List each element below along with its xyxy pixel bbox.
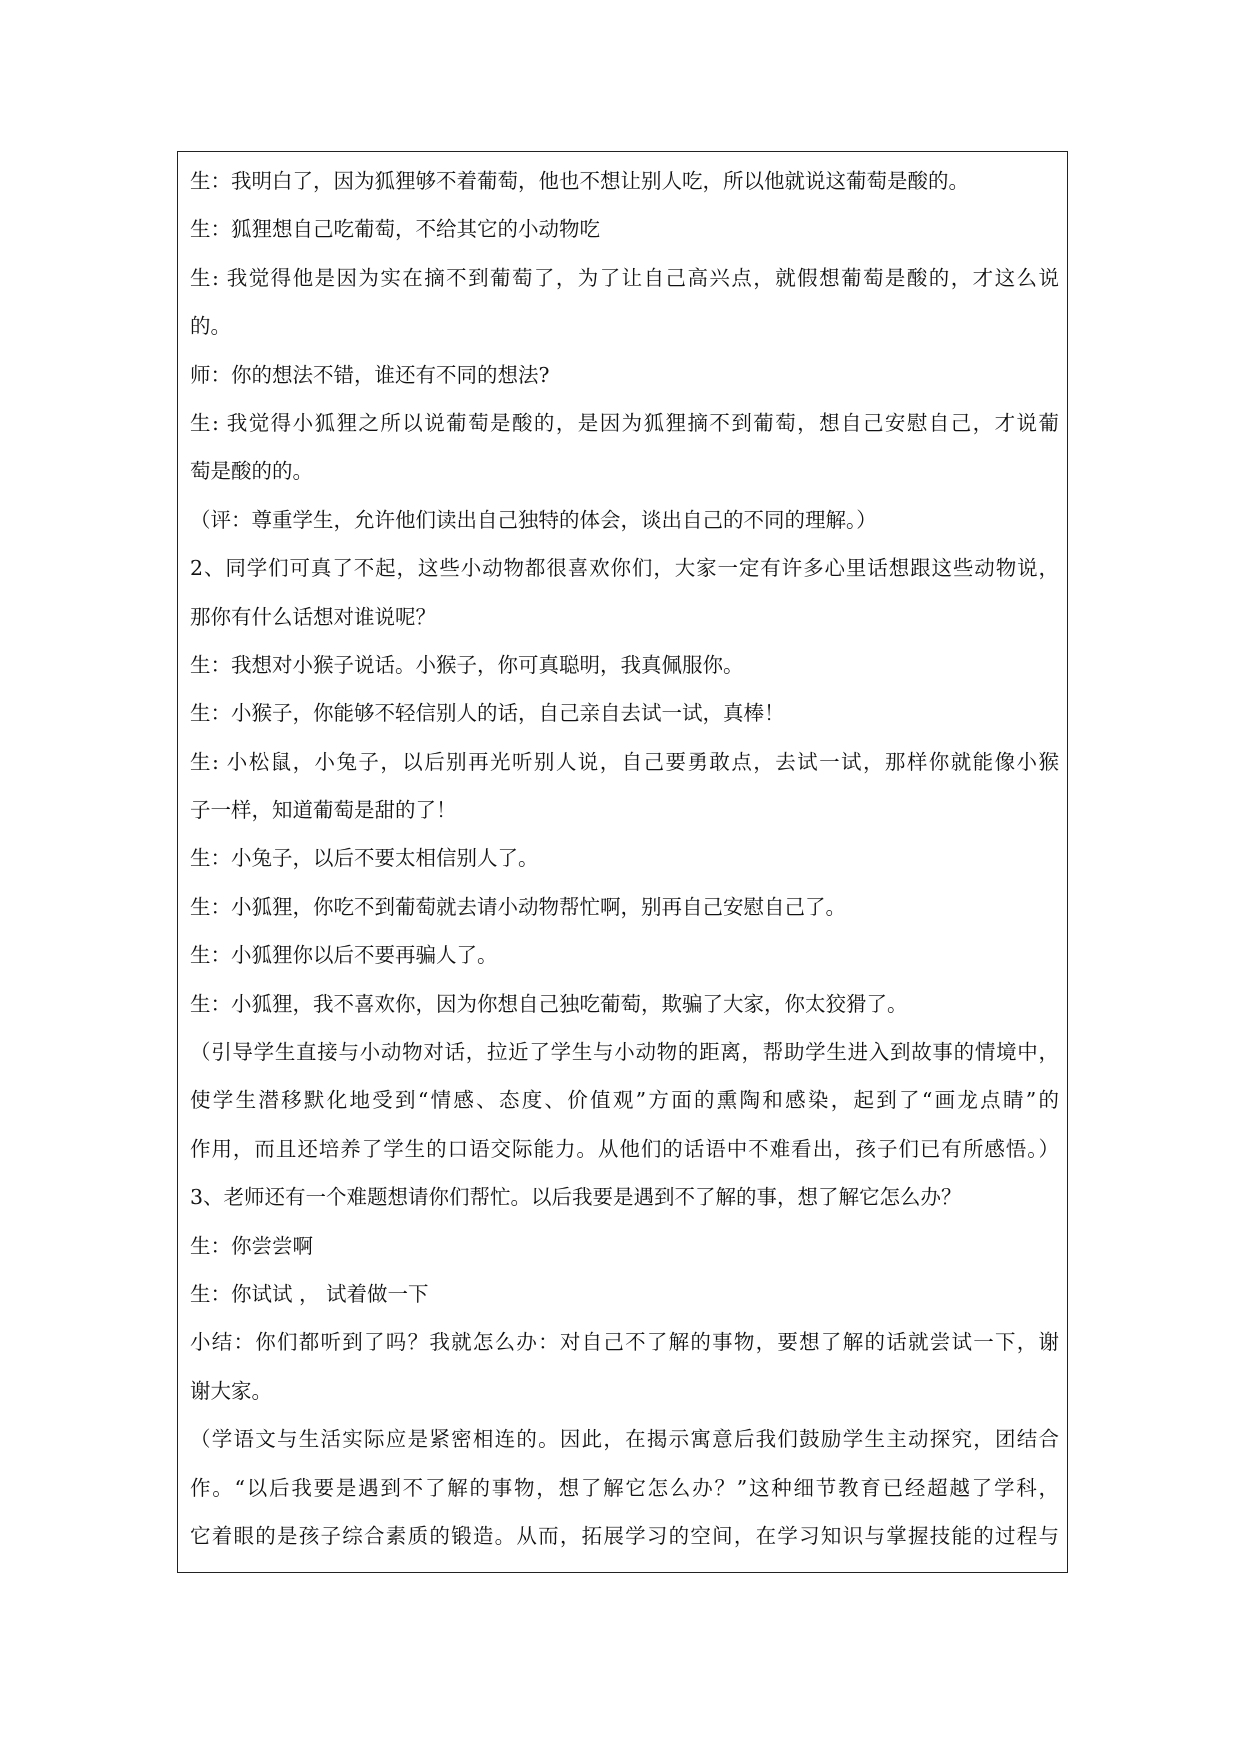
text-line: 生：我想对小猴子说话。小猴子，你可真聪明，我真佩服你。: [190, 652, 744, 677]
text-line: 2、同学们可真了不起，这些小动物都很喜欢你们，大家一定有许多心里话想跟这些动物说，: [190, 556, 1059, 581]
text-line: 师：你的想法不错，谁还有不同的想法?: [190, 362, 550, 387]
text-line: 那你有什么话想对谁说呢？: [190, 604, 436, 629]
text-line: 生：小狐狸你以后不要再骗人了。: [190, 943, 498, 968]
text-line: 生：你尝尝啊: [190, 1233, 313, 1258]
text-line: （评：尊重学生，允许他们读出自己独特的体会，谈出自己的不同的理解。）: [190, 507, 877, 532]
text-line: 的。: [190, 314, 231, 339]
text-line: （引导学生直接与小动物对话，拉近了学生与小动物的距离，帮助学生进入到故事的情境中，: [190, 1040, 1059, 1065]
text-line: 生: 我觉得小狐狸之所以说葡萄是酸的，是因为狐狸摘不到葡萄，想自己安慰自己，才说葡: [190, 410, 1059, 435]
text-line: 它着眼的是孩子综合素质的锻造。从而，拓展学习的空间，在学习知识与掌握技能的过程与: [190, 1523, 1059, 1548]
text-line: 谢大家。: [190, 1378, 272, 1403]
text-line: 生：你试试 ， 试着做一下: [190, 1281, 429, 1306]
text-line: 使学生潜移默化地受到“情感、态度、价值观”方面的熏陶和感染，起到了“画龙点睛”的: [190, 1088, 1059, 1113]
text-line: 生: 小松鼠，小兔子，以后别再光听别人说，自己要勇敢点，去试一试，那样你就能像小猴: [190, 749, 1059, 774]
text-line: 生：小狐狸，你吃不到葡萄就去请小动物帮忙啊，别再自己安慰自己了。: [190, 894, 846, 919]
text-line: 生：小兔子，以后不要太相信别人了。: [190, 846, 539, 871]
text-line: 生：小狐狸，我不喜欢你，因为你想自己独吃葡萄，欺骗了大家，你太狡猾了。: [190, 991, 908, 1016]
text-line: 萄是酸的的。: [190, 459, 313, 484]
text-line: 生：我明白了，因为狐狸够不着葡萄，他也不想让别人吃，所以他就说这葡萄是酸的。: [190, 169, 969, 193]
text-line: 子一样，知道葡萄是甜的了！: [190, 798, 457, 823]
text-line: 生：狐狸想自己吃葡萄，不给其它的小动物吃: [190, 217, 600, 242]
text-line: 小结：你们都听到了吗？我就怎么办：对自己不了解的事物，要想了解的话就尝试一下，谢: [190, 1330, 1059, 1355]
text-line: 生：小猴子，你能够不轻信别人的话，自己亲自去试一试，真棒！: [190, 701, 785, 726]
document-body: [190, 157, 1059, 1560]
table-cell-frame: [177, 151, 1068, 1573]
text-line: 作用，而且还培养了学生的口语交际能力。从他们的话语中不难看出，孩子们已有所感悟。）: [190, 1136, 1059, 1161]
text-line: 3、老师还有一个难题想请你们帮忙。以后我要是遇到不了解的事，想了解它怎么办？: [190, 1185, 962, 1210]
text-line: （学语文与生活实际应是紧密相连的。因此，在揭示寓意后我们鼓励学生主动探究，团结合: [190, 1427, 1059, 1452]
text-line: 生: 我觉得他是因为实在摘不到葡萄了，为了让自己高兴点，就假想葡萄是酸的，才这么说: [190, 265, 1059, 290]
text-line: 作。“以后我要是遇到不了解的事物，想了解它怎么办？”这种细节教育已经超越了学科，: [190, 1475, 1059, 1500]
